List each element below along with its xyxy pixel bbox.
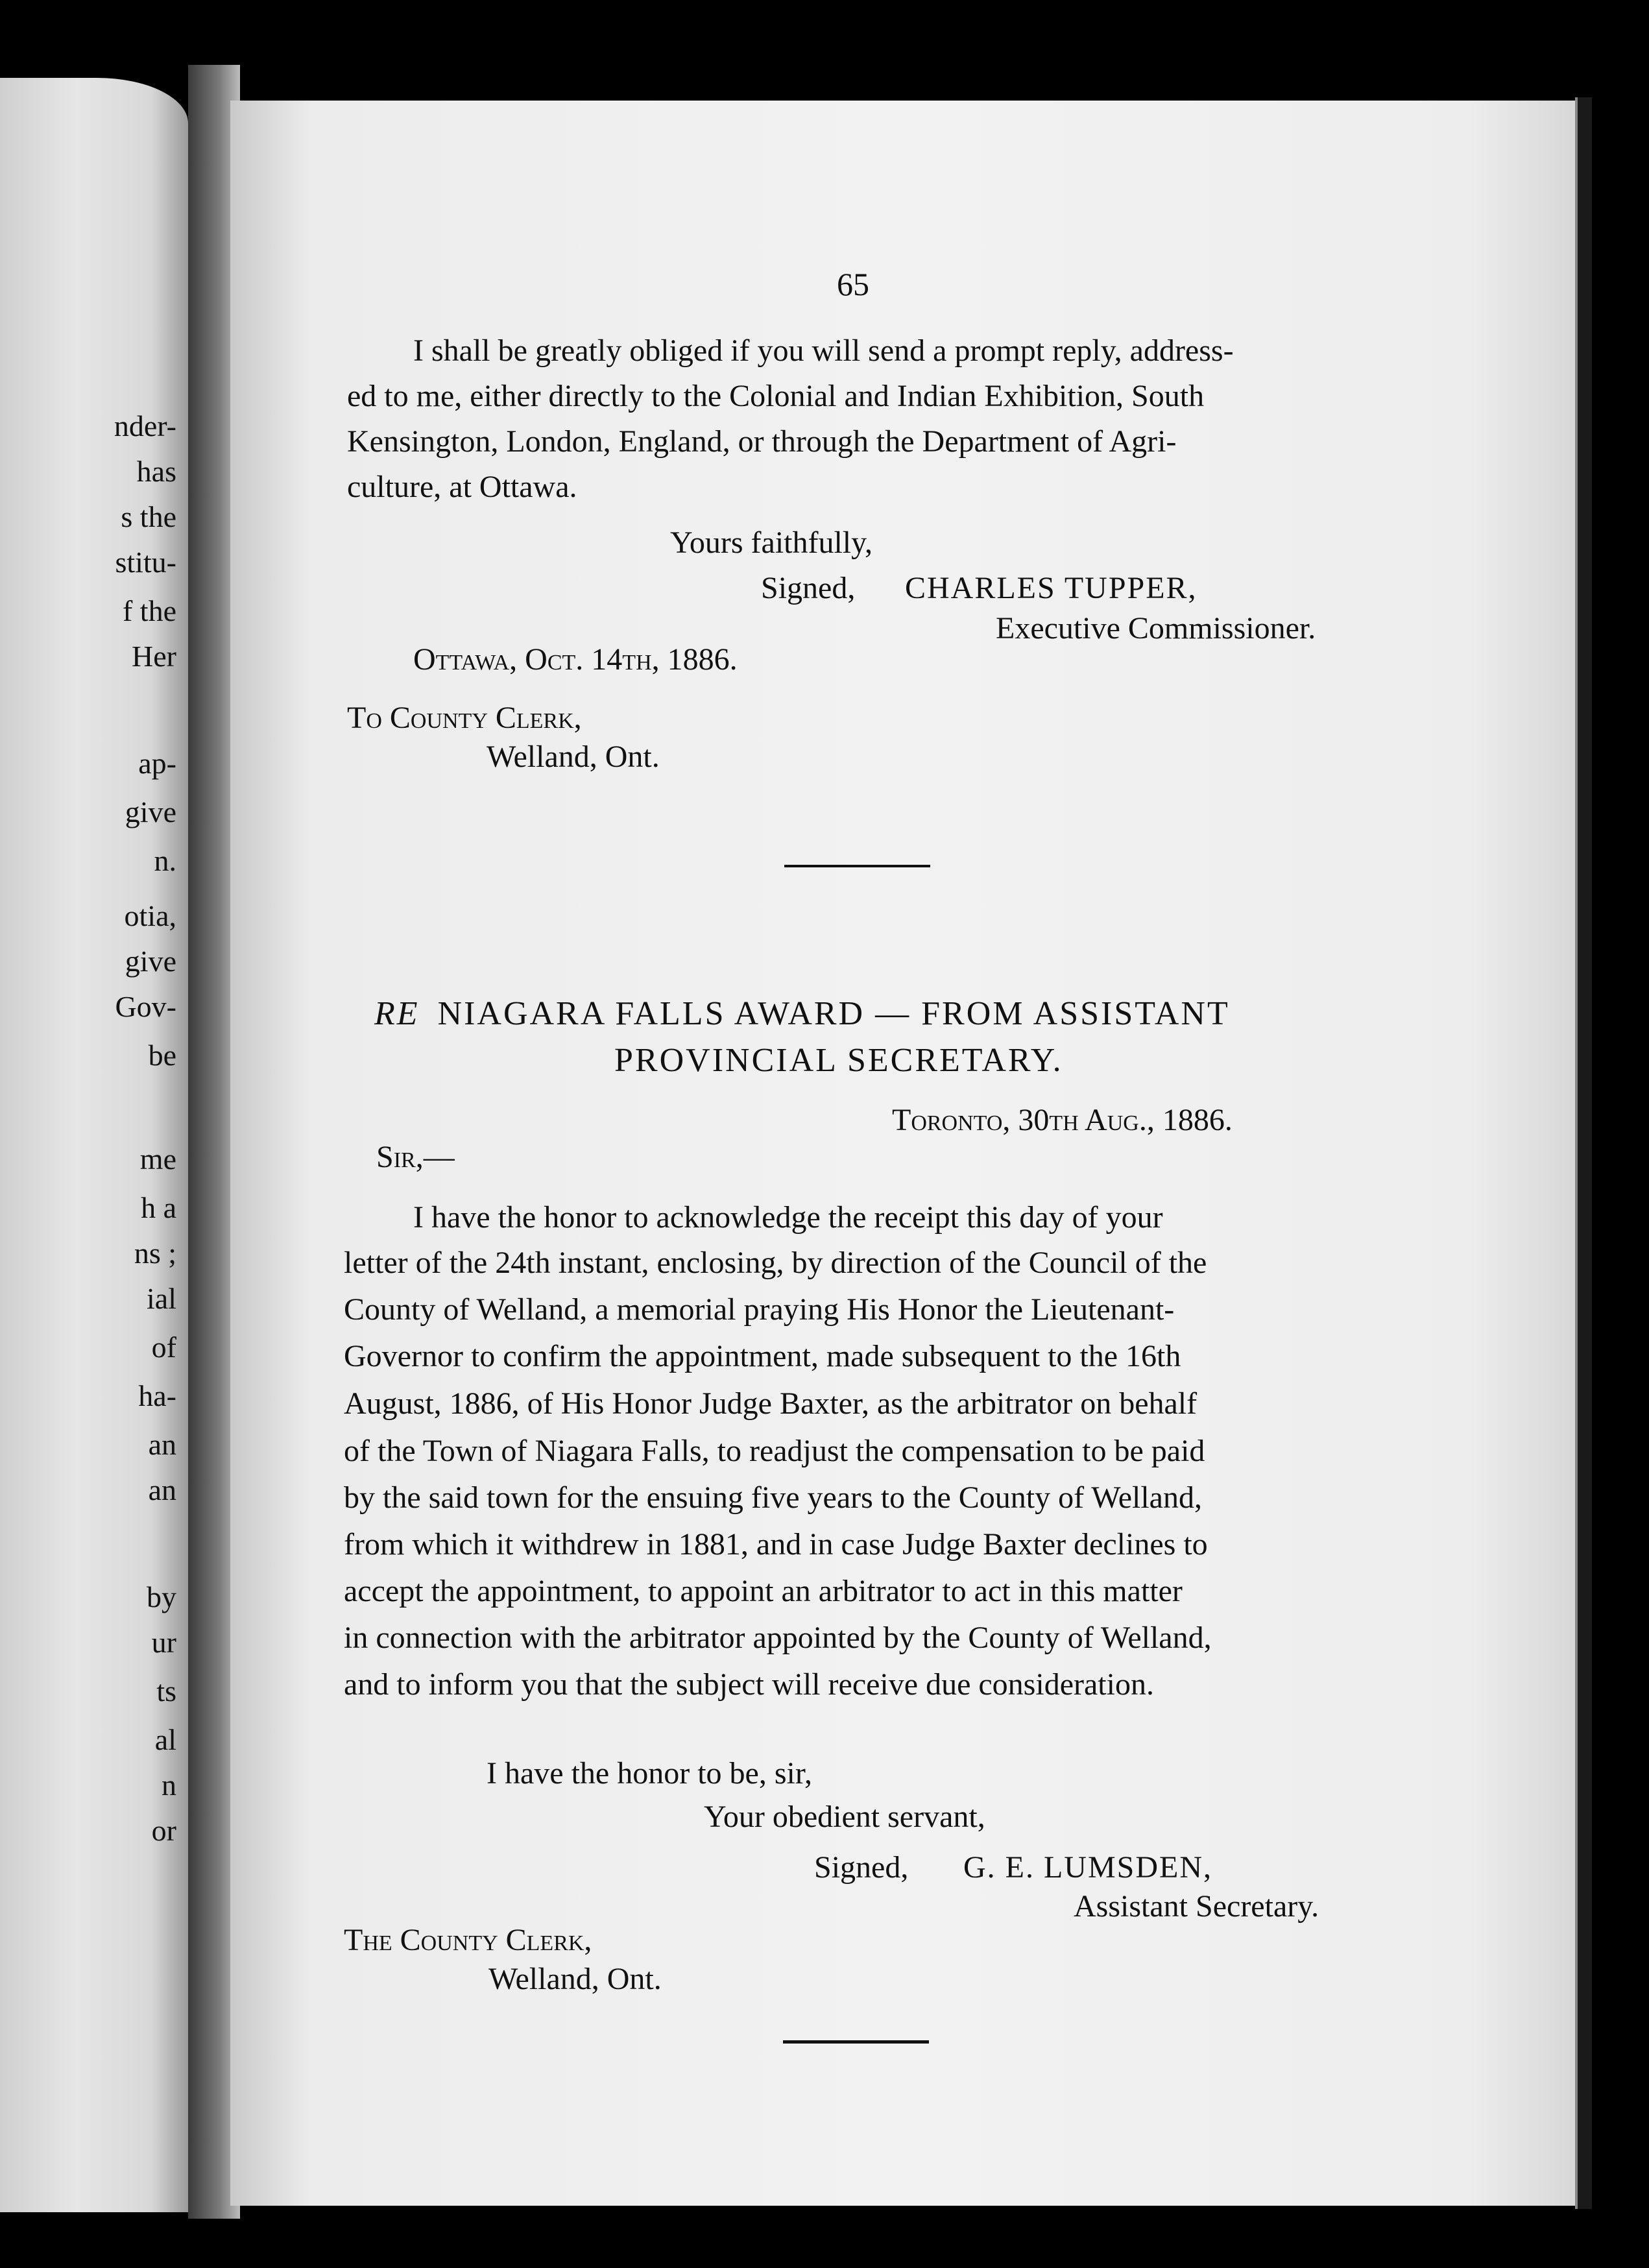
section2-place-date: Toronto, 30th Aug., 1886. (892, 1103, 1233, 1137)
section-title-main: NIAGARA FALLS AWARD — FROM ASSISTANT (437, 995, 1230, 1032)
section2-recipient: The County Clerk, (344, 1923, 592, 1957)
letter1-line-1: I shall be greatly obliged if you will send a prompt reply, address- (413, 333, 1234, 368)
left-page-fragment: h a (141, 1191, 176, 1224)
letter1-signer-title: Executive Commissioner. (996, 611, 1316, 645)
section2-signed-label: Signed, (814, 1850, 909, 1885)
left-page-fragment: f the (122, 594, 176, 627)
left-page-fragment: be (148, 1039, 176, 1072)
end-rule (783, 2040, 929, 2044)
left-page-fragment: Her (132, 640, 176, 673)
left-page-fragment: an (148, 1473, 176, 1506)
section2-line-3: County of Welland, a memorial praying His Honor the Lieutenant- (344, 1292, 1175, 1327)
book-page (230, 101, 1576, 2206)
section2-recipient-place: Welland, Ont. (488, 1962, 662, 1996)
section2-signer-title: Assistant Secretary. (1074, 1889, 1319, 1924)
left-page-fragment: n (162, 1768, 176, 1802)
left-page-fragment: ns ; (134, 1237, 176, 1270)
section-title-line-2: PROVINCIAL SECRETARY. (614, 1042, 1063, 1079)
section2-closing-1: I have the honor to be, sir, (487, 1756, 812, 1791)
section2-salutation: Sir,— (376, 1140, 455, 1174)
left-page-fragment: n. (154, 844, 176, 877)
left-page-fragment: ur (151, 1626, 176, 1659)
section2-closing-2: Your obedient servant, (704, 1800, 985, 1834)
left-page-fragment: by (147, 1580, 176, 1613)
left-page-fragment: an (148, 1428, 176, 1461)
section2-line-9: accept the appointment, to appoint an arbitrator to act in this matter (344, 1574, 1183, 1608)
section2-line-1: I have the honor to acknowledge the receipt this day of your (413, 1200, 1163, 1235)
section2-line-2: letter of the 24th instant, enclosing, by direction of the Council of the (344, 1246, 1207, 1280)
divider-rule (784, 865, 930, 867)
letter1-signed-label: Signed, (761, 571, 856, 605)
section2-line-8: from which it withdrew in 1881, and in case Judge Baxter declines to (344, 1527, 1208, 1562)
left-facing-page (0, 78, 188, 2212)
section-title-re: RE (374, 995, 420, 1032)
letter1-line-4: culture, at Ottawa. (347, 470, 577, 504)
letter1-recipient: To County Clerk, (347, 701, 582, 735)
letter1-closing: Yours faithfully, (670, 525, 873, 560)
section-title-line-1 (374, 995, 1230, 1033)
left-page-fragment: of (151, 1331, 176, 1364)
left-page-text-fragments (0, 78, 188, 2212)
left-page-fragment: me (139, 1142, 176, 1176)
left-page-fragment: give (125, 945, 176, 978)
page-number: 65 (837, 266, 869, 302)
letter1-line-2: ed to me, either directly to the Colonial and Indian Exhibition, South (347, 379, 1205, 413)
section2-line-5: August, 1886, of His Honor Judge Baxter, as the arbitrator on behalf (344, 1386, 1198, 1421)
section2-line-7: by the said town for the ensuing five years to the County of Welland, (344, 1480, 1202, 1515)
left-page-fragment: ap- (138, 747, 176, 780)
letter1-recipient-place: Welland, Ont. (487, 740, 660, 774)
page-edge (1575, 97, 1592, 2209)
section2-line-6: of the Town of Niagara Falls, to readjust the compensation to be paid (344, 1434, 1205, 1468)
left-page-fragment: ha- (138, 1379, 176, 1412)
left-page-fragment: ial (147, 1282, 176, 1315)
left-page-fragment: al (154, 1723, 176, 1756)
section2-signer: G. E. LUMSDEN, (963, 1850, 1212, 1885)
section2-line-11: and to inform you that the subject will receive due consideration. (344, 1667, 1154, 1702)
left-page-fragment: otia, (124, 899, 176, 932)
section2-line-4: Governor to confirm the appointment, made subsequent to the 16th (344, 1339, 1181, 1373)
left-page-fragment: Gov- (115, 990, 176, 1023)
left-page-fragment: give (125, 795, 176, 828)
left-page-fragment: nder- (114, 409, 176, 442)
section2-line-10: in connection with the arbitrator appointed by the County of Welland, (344, 1621, 1212, 1655)
left-page-fragment: stitu- (115, 546, 176, 579)
letter1-signer: CHARLES TUPPER, (905, 571, 1198, 605)
letter1-line-3: Kensington, London, England, or through the Department of Agri- (347, 424, 1177, 459)
left-page-fragment: has (136, 455, 176, 488)
letter1-place-date: Ottawa, Oct. 14th, 1886. (413, 642, 738, 677)
left-page-fragment: s the (121, 500, 176, 533)
left-page-fragment: or (151, 1814, 176, 1847)
left-page-fragment: ts (156, 1674, 176, 1707)
